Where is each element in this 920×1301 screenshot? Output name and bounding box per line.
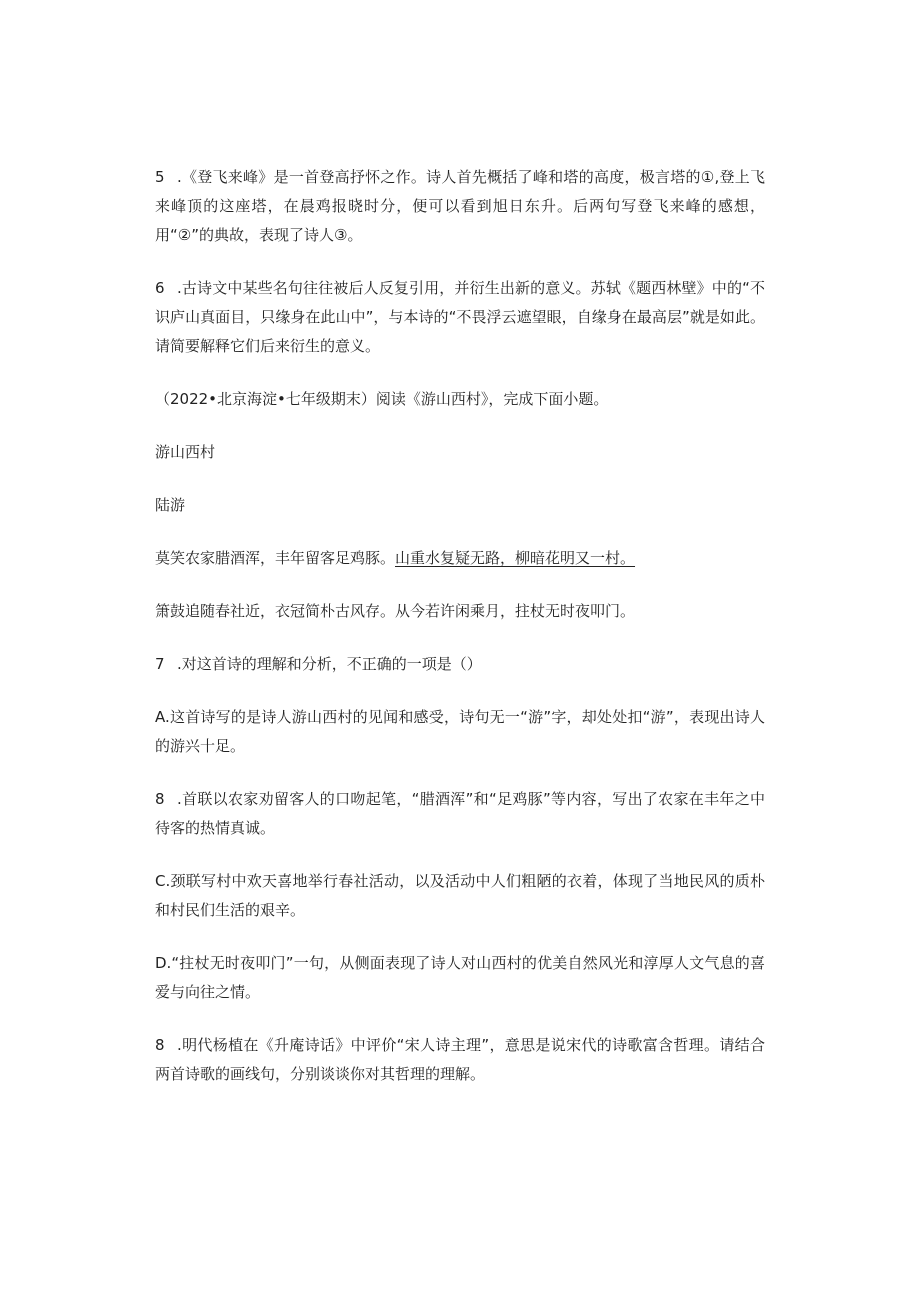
option-text: .首联以农家劝留客人的口吻起笔，“腊酒浑”和“足鸡豚”等内容，写出了农家在丰年之中待客的热情真诚。 <box>155 790 765 837</box>
question-7 <box>155 650 765 679</box>
question-number: 6 <box>155 279 165 297</box>
question-text: .《登飞来峰》是一首登高抒怀之作。诗人首先概括了峰和塔的高度，极言塔的①,登上飞来峰顶的这座塔，在晨鸡报晓时分，便可以看到旭日东升。后两句写登飞来峰的感想，用“②”的典故，表现了诗人③。 <box>155 168 765 244</box>
document-page <box>155 163 765 1113</box>
reading-intro: （2022•北京海淀•七年级期末）阅读《游山西村》，完成下面小题。 <box>155 390 609 408</box>
poem-line-2: 箫鼓追随春社近，衣冠简朴古风存。从今若许闲乘月，拄杖无时夜叩门。 <box>155 602 636 620</box>
question-text: .古诗文中某些名句往往被后人反复引用，并衍生出新的意义。苏轼《题西林壁》中的“不识庐山真面目，只缘身在此山中”，与本诗的“不畏浮云遮望眼，自缘身在最高层”就是如此。请简要解释它们后来衍生的意义。 <box>155 279 765 355</box>
poem-line-1 <box>155 544 765 573</box>
poem-author: 陆游 <box>155 496 186 514</box>
option-b <box>155 785 765 843</box>
question-6 <box>155 274 765 361</box>
option-c: C.颈联写村中欢天喜地举行春社活动，以及活动中人们粗陋的衣着，体现了当地民风的质朴和村民们生活的艰辛。 <box>155 872 765 919</box>
question-number: 5 <box>155 168 165 186</box>
question-8 <box>155 1031 765 1089</box>
question-5 <box>155 163 765 250</box>
question-number: 7 <box>155 655 165 673</box>
option-a: A.这首诗写的是诗人游山西村的见闻和感受，诗句无一“游”字，却处处扣“游”，表现出诗人的游兴十足。 <box>155 708 765 755</box>
question-text: .对这首诗的理解和分析，不正确的一项是（） <box>177 655 482 673</box>
question-number: 8 <box>155 1036 165 1054</box>
option-d: D.“拄杖无时夜叩门”一句，从侧面表现了诗人对山西村的优美自然风光和淳厚人文气息的喜爱与向往之情。 <box>155 954 765 1001</box>
poem-line-plain: 莫笑农家腊酒浑，丰年留客足鸡豚。 <box>155 549 396 567</box>
poem-line-underlined: 山重水复疑无路，柳暗花明又一村。 <box>395 549 636 567</box>
option-number: 8 <box>155 790 165 808</box>
question-text: .明代杨植在《升庵诗话》中评价“宋人诗主理”，意思是说宋代的诗歌富含哲理。请结合两首诗歌的画线句，分别谈谈你对其哲理的理解。 <box>155 1036 765 1083</box>
poem-title: 游山西村 <box>155 443 216 461</box>
